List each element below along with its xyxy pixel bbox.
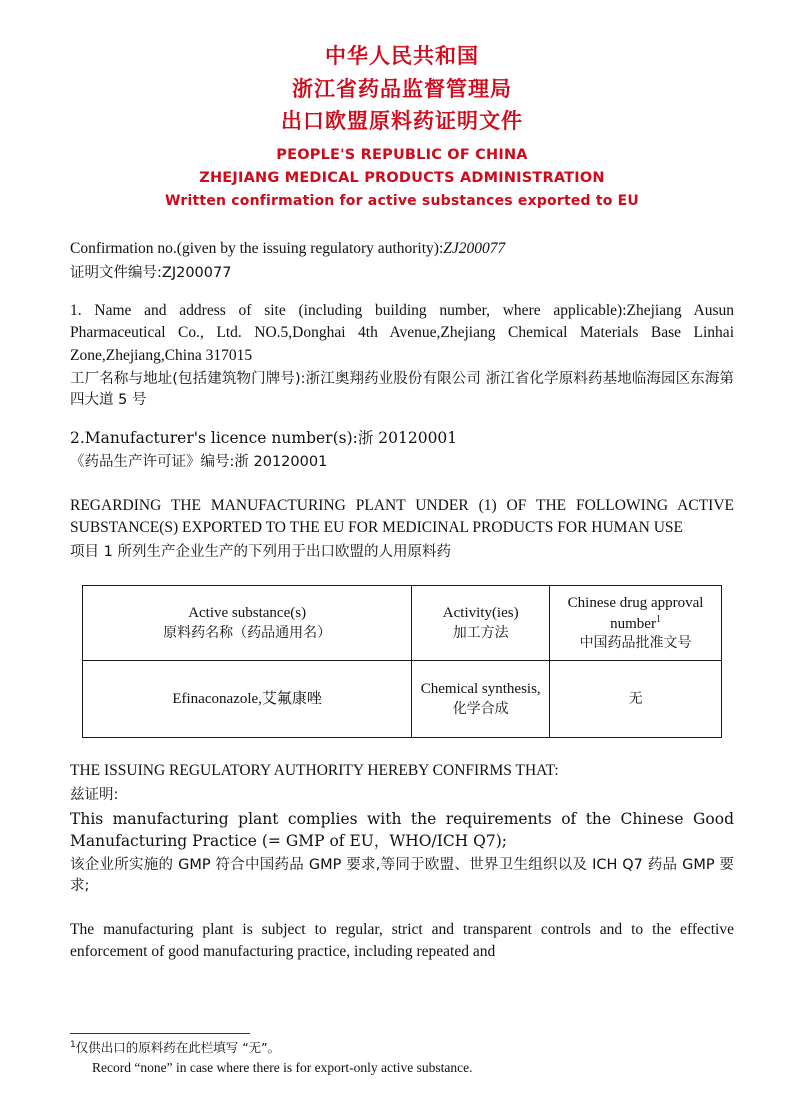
table-header-approval-cn: 中国药品批准文号 (579, 635, 692, 652)
confirms-para1-cn: 该企业所实施的 GMP 符合中国药品 GMP 要求,等同于欧盟、世界卫生组织以及 ICH Q7 药品 GMP 要求; (70, 856, 734, 894)
regarding-cn: 项目 1 所列生产企业生产的下列用于出口欧盟的人用原料药 (70, 543, 451, 560)
table-header-active-substance-en: Active substance(s) (188, 605, 307, 622)
cell-approval-number: 无 (550, 661, 722, 738)
confirmation-label: Confirmation no. (70, 240, 177, 258)
document-body (70, 238, 734, 963)
licence-number-en: 2.Manufacturer's licence number(s):浙 20120001 (70, 429, 458, 448)
table-header-row (83, 585, 722, 660)
table-row (83, 661, 722, 738)
footnote-cn (70, 1039, 670, 1058)
site-name-address-en: 1. Name and address of site (including building number, where applicable):Zhejiang Ausun Pharmaceutical Co., Ltd. NO.5,Donghai 4th Avenue,Zhejiang Chemical Materials Base Linhai Zone,Zhejiang,China 317015 (70, 301, 734, 364)
header-en-line-2: ZHEJIANG MEDICAL PRODUCTS ADMINISTRATION (199, 169, 605, 186)
header-cn-line-1: 中华人民共和国 (325, 44, 479, 68)
footnote (70, 1033, 670, 1078)
footnote-divider (70, 1033, 250, 1034)
cell-activity-cn: 化学合成 (452, 701, 509, 718)
table-header-approval-en-text: Chinese drug approval number (567, 594, 704, 633)
footnote-marker: 1 (70, 1039, 76, 1050)
confirms-heading-en: THE ISSUING REGULATORY AUTHORITY HEREBY CONFIRMS THAT: (70, 762, 559, 780)
table-header-approval (550, 585, 722, 660)
regarding-en: REGARDING THE MANUFACTURING PLANT UNDER (1) OF THE FOLLOWING ACTIVE SUBSTANCE(S) EXPORTED TO THE EU FOR MEDICINAL PRODUCTS FOR HUMAN USE (70, 496, 734, 537)
confirmation-paren: (given by the issuing regulatory authority) (176, 240, 439, 258)
confirms-para2-en: The manufacturing plant is subject to regular, strict and transparent controls and to the effective enforcement of good manufacturing practice, including repeated and (70, 920, 734, 961)
confirmation-number-line (70, 238, 734, 260)
table-header-approval-en (556, 593, 715, 635)
confirmation-number-cn: 证明文件编号:ZJ200077 (70, 264, 232, 281)
site-name-address-cn: 工厂名称与地址(包括建筑物门牌号):浙江奥翔药业股份有限公司 浙江省化学原料药基地临海园区东海第四大道 5 号 (70, 371, 734, 409)
table-header-activity-cn: 加工方法 (452, 624, 509, 641)
footnote-en: Record “none” in case where there is for export-only active substance. (92, 1059, 473, 1075)
table-header-activity-en: Activity(ies) (442, 605, 519, 622)
header-en-line-1: PEOPLE'S REPUBLIC OF CHINA (276, 146, 528, 163)
header-en-line-3: Written confirmation for active substances exported to EU (165, 193, 639, 210)
header-cn-line-3: 出口欧盟原料药证明文件 (281, 109, 523, 134)
table-header-activity (412, 585, 550, 660)
footnote-cn-text: 仅供出口的原料药在此栏填写 “无”。 (75, 1040, 281, 1055)
document-header (70, 40, 734, 212)
cell-activity (412, 661, 550, 738)
footnote-marker-header: 1 (655, 614, 661, 626)
confirms-heading-cn: 兹证明: (70, 786, 119, 803)
confirmation-value: ZJ200077 (443, 240, 506, 258)
cell-substance-name: Efinaconazole,艾氟康唑 (83, 661, 412, 738)
header-cn-line-2: 浙江省药品监督管理局 (292, 76, 512, 101)
active-substance-table (82, 585, 722, 738)
licence-number-cn: 《药品生产许可证》编号:浙 20120001 (70, 453, 328, 470)
table-header-active-substance (83, 585, 412, 660)
table-header-active-substance-cn: 原料药名称（药品通用名） (163, 624, 332, 641)
cell-activity-en: Chemical synthesis, (420, 680, 541, 697)
confirmation-colon: : (438, 240, 444, 258)
confirms-para1-en: This manufacturing plant complies with the requirements of the Chinese Good Manufacturing Practice (= GMP of EU，WHO/ICH Q7); (70, 809, 734, 851)
